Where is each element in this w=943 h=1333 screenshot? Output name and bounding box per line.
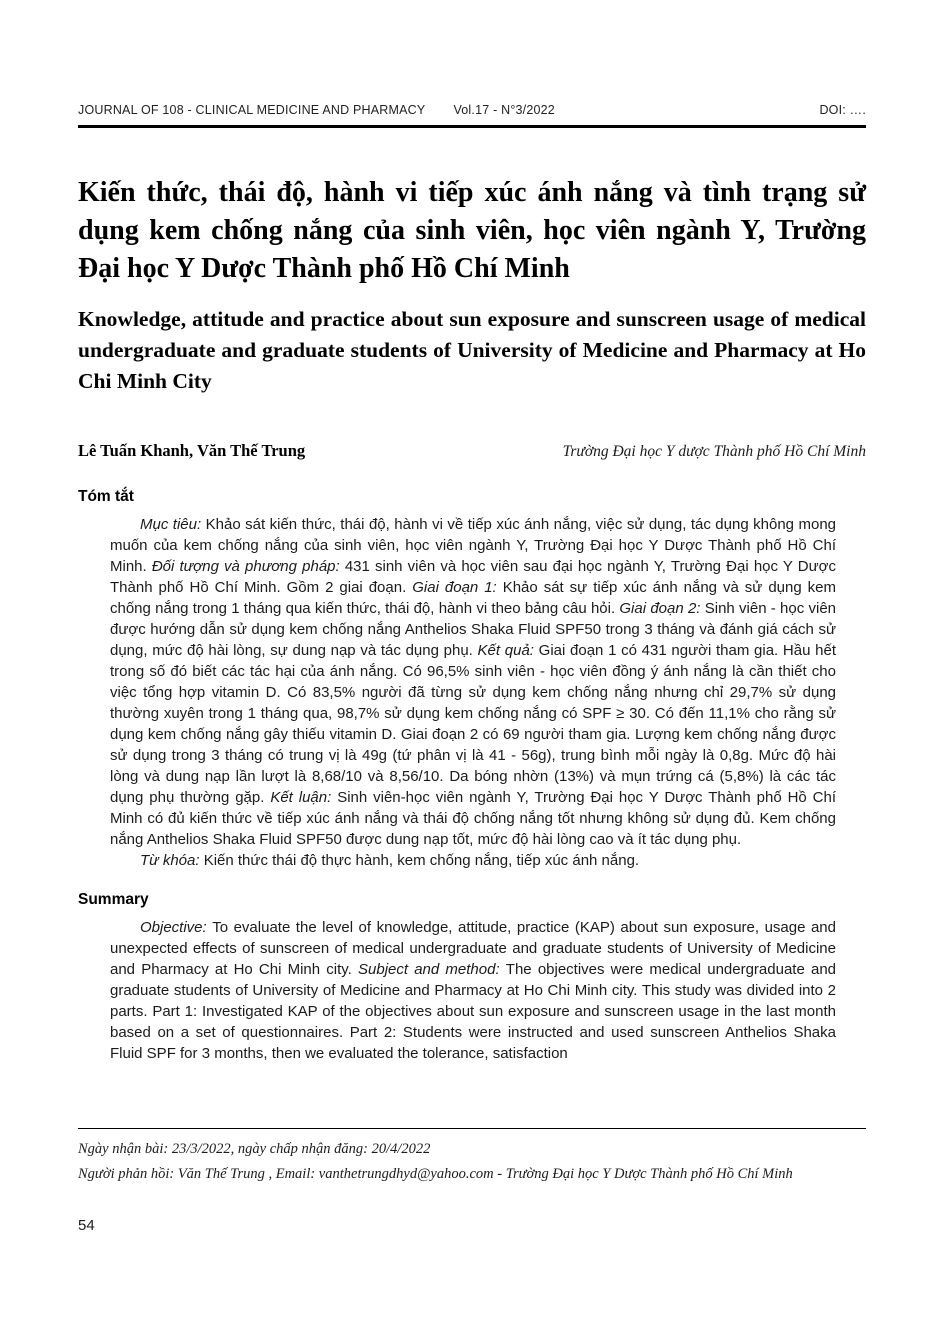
corresponding-author-line: Người phản hồi: Văn Thế Trung , Email: vanthetrungdhyd@yahoo.com - Trường Đại học Y Dược Thành phố Hồ Chí Minh xyxy=(78,1166,793,1182)
article-title-vietnamese: Kiến thức, thái độ, hành vi tiếp xúc ánh nắng và tình trạng sử dụng kem chống nắng của sinh viên, học viên ngành Y, Trường Đại học Y Dược Thành phố Hồ Chí Minh xyxy=(78,177,866,284)
abstract-vietnamese: Mục tiêu: Khảo sát kiến thức, thái độ, hành vi về tiếp xúc ánh nắng, việc sử dụng, tác dụng không mong muốn của kem chống nắng của sinh viên, học viên ngành Y, Trường Đại học Y Dược Thành phố Hồ Chí Minh. Đối tượng và phương pháp: 431 sinh viên và học viên sau đại học ngành Y, Trường Đại học Y Dược Thành phố Hồ Chí Minh. Gồm 2 giai đoạn. Giai đoạn 1: Khảo sát sự tiếp xúc ánh nắng và sử dụng kem chống nắng trong 1 tháng qua kiến thức, thái độ, hành vi theo bảng câu hỏi. Giai đoạn 2: Sinh viên - học viên được hướng dẫn sử dụng kem chống nắng Anthelios Shaka Fluid SPF50 trong 3 tháng và đánh giá cách sử dụng, mức độ hài lòng, sự dung nạp và tác dụng phụ. Kết quả: Giai đoạn 1 có 431 người tham gia. Hầu hết trong số đó biết các tác hại của ánh nắng. Có 96,5% sinh viên - học viên đồng ý ánh nắng là cần thiết cho việc tổng hợp vitamin D. Có 83,5% người đã từng sử dụng kem chống nắng nhưng chỉ 29,7% sử dụng thường xuyên trong 1 tháng qua, 98,7% sử dụng kem chống nắng có SPF ≥ 30. Có đến 11,1% cho rằng sử dụng kem chống nắng gây thiếu vitamin D. Giai đoạn 2 có 69 người tham gia. Lượng kem chống nắng được sử dụng trong 3 tháng có trung vị là 49g (tứ phân vị là 41 - 56g), trung bình mỗi ngày là 0,8g. Mức độ hài lòng và dung nạp lần lượt là 8,68/10 và 8,56/10. Da bóng nhờn (13%) và mụn trứng cá (5,8%) là các tác dụng phụ thường gặp. Kết luận: Sinh viên-học viên ngành Y, Trường Đại học Y Dược Thành phố Hồ Chí Minh có đủ kiến thức về tiếp xúc ánh nắng và thái độ chống nắng tốt nhưng không sử dụng đủ. Kem chống nắng Anthelios Shaka Fluid SPF50 được dung nạp tốt, mức độ hài lòng cao và ít tác dụng phụ. xyxy=(110,516,837,848)
journal-doi: DOI: …. xyxy=(819,103,866,117)
journal-name: JOURNAL OF 108 - CLINICAL MEDICINE AND PHARMACY xyxy=(78,103,426,117)
footer-rule xyxy=(78,1128,866,1129)
page-number: 54 xyxy=(78,1217,95,1234)
keywords-vietnamese: Từ khóa: Kiến thức thái độ thực hành, kem chống nắng, tiếp xúc ánh nắng. xyxy=(140,852,640,869)
section-heading-summary: Summary xyxy=(78,891,149,908)
abstract-english: Objective: To evaluate the level of knowledge, attitude, practice (KAP) about sun exposure, usage and unexpected effects of sunscreen of medical undergraduate and graduate students of University of Medicine and Pharmacy at Ho Chi Minh city. Subject and method: The objectives were medical undergraduate and graduate students of University of Medicine and Pharmacy at Ho Chi Minh city. This study was divided into 2 parts. Part 1: Investigated KAP of the objectives about sun exposure and sunscreen usage in the last month based on a set of questionnaires. Part 2: Students were instructed and used sunscreen Anthelios Shaka Fluid SPF for 3 months, then we evaluated the tolerance, satisfaction xyxy=(110,919,837,1062)
author-affiliation: Trường Đại học Y dược Thành phố Hồ Chí Minh xyxy=(562,443,866,460)
received-accepted-dates: Ngày nhận bài: 23/3/2022, ngày chấp nhận đăng: 20/4/2022 xyxy=(78,1141,431,1157)
section-heading-tomtat: Tóm tắt xyxy=(78,488,134,505)
journal-header-left xyxy=(78,103,555,117)
article-title-english: Knowledge, attitude and practice about sun exposure and sunscreen usage of medical undergraduate and graduate students of University of Medicine and Pharmacy at Ho Chi Minh City xyxy=(78,307,866,393)
page-footer xyxy=(78,1128,866,1234)
journal-issue: Vol.17 - N°3/2022 xyxy=(453,103,555,117)
author-names: Lê Tuấn Khanh, Văn Thế Trung xyxy=(78,441,306,460)
authors-row xyxy=(78,441,866,461)
journal-header xyxy=(78,103,866,117)
header-rule xyxy=(78,125,866,128)
